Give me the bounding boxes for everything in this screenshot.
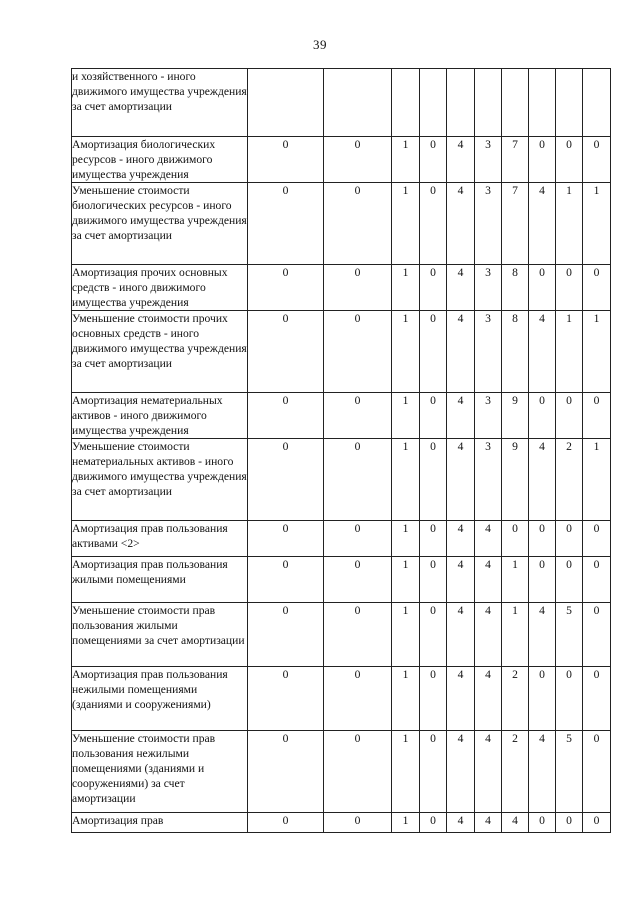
code-digit-cell: 0 xyxy=(248,393,324,439)
code-digit-cell: 0 xyxy=(420,521,447,557)
row-label: Амортизация прав пользования активами <2> xyxy=(72,521,248,557)
code-digit-cell: 1 xyxy=(392,137,420,183)
code-digit-cell: 0 xyxy=(529,393,556,439)
code-digit-cell: 0 xyxy=(420,183,447,265)
code-digit-cell: 1 xyxy=(392,265,420,311)
row-label: Уменьшение стоимости прочих основных средств - иного движимого имущества учреждения за счет амортизации xyxy=(72,311,248,393)
code-digit-cell: 1 xyxy=(556,311,583,393)
code-digit-cell: 0 xyxy=(583,393,611,439)
code-digit-cell: 0 xyxy=(324,439,392,521)
code-digit-cell: 0 xyxy=(420,557,447,603)
code-digit-cell: 0 xyxy=(248,731,324,813)
code-digit-cell: 4 xyxy=(447,439,475,521)
code-digit-cell: 1 xyxy=(392,521,420,557)
code-digit-cell: 1 xyxy=(392,603,420,667)
code-digit-cell: 0 xyxy=(324,393,392,439)
table-row xyxy=(72,731,611,813)
code-digit-cell: 0 xyxy=(324,667,392,731)
row-label: Амортизация нематериальных активов - иного движимого имущества учреждения xyxy=(72,393,248,439)
code-digit-cell: 4 xyxy=(447,183,475,265)
table-row xyxy=(72,667,611,731)
code-digit-cell: 1 xyxy=(392,311,420,393)
code-digit-cell: 0 xyxy=(583,813,611,833)
code-digit-cell: 0 xyxy=(583,603,611,667)
code-digit-cell: 0 xyxy=(324,813,392,833)
code-digit-cell: 4 xyxy=(447,667,475,731)
code-digit-cell: 1 xyxy=(392,393,420,439)
code-digit-cell: 4 xyxy=(529,311,556,393)
code-digit-cell: 4 xyxy=(447,265,475,311)
code-digit-cell: 0 xyxy=(324,311,392,393)
code-digit-cell: 0 xyxy=(556,521,583,557)
code-digit-cell: 0 xyxy=(420,137,447,183)
code-digit-cell: 4 xyxy=(447,311,475,393)
code-digit-cell: 0 xyxy=(324,521,392,557)
code-digit-cell: 0 xyxy=(556,265,583,311)
code-digit-cell: 0 xyxy=(248,521,324,557)
code-digit-cell: 4 xyxy=(475,667,502,731)
table-row xyxy=(72,557,611,603)
page-number: 39 xyxy=(313,37,327,52)
code-digit-cell: 4 xyxy=(447,393,475,439)
code-digit-cell: 0 xyxy=(324,137,392,183)
code-digit-cell xyxy=(502,69,529,137)
code-digit-cell: 0 xyxy=(529,137,556,183)
code-digit-cell: 9 xyxy=(502,439,529,521)
code-digit-cell: 0 xyxy=(324,557,392,603)
code-digit-cell: 3 xyxy=(475,311,502,393)
code-digit-cell: 9 xyxy=(502,393,529,439)
code-digit-cell: 4 xyxy=(475,813,502,833)
table-row xyxy=(72,137,611,183)
code-digit-cell: 0 xyxy=(248,667,324,731)
account-codes-table xyxy=(71,68,611,833)
code-digit-cell: 0 xyxy=(583,557,611,603)
code-digit-cell: 1 xyxy=(392,731,420,813)
code-digit-cell: 1 xyxy=(556,183,583,265)
row-label: Амортизация прав xyxy=(72,813,248,833)
code-digit-cell: 0 xyxy=(583,137,611,183)
code-digit-cell: 4 xyxy=(475,603,502,667)
code-digit-cell: 0 xyxy=(248,603,324,667)
code-digit-cell xyxy=(324,69,392,137)
code-digit-cell: 1 xyxy=(583,311,611,393)
code-digit-cell: 0 xyxy=(248,137,324,183)
row-label: Амортизация биологических ресурсов - иного движимого имущества учреждения xyxy=(72,137,248,183)
table-row xyxy=(72,521,611,557)
code-digit-cell xyxy=(556,69,583,137)
row-label: Уменьшение стоимости прав пользования жилыми помещениями за счет амортизации xyxy=(72,603,248,667)
code-digit-cell: 0 xyxy=(556,667,583,731)
table-row xyxy=(72,439,611,521)
code-digit-cell: 0 xyxy=(420,311,447,393)
code-digit-cell: 4 xyxy=(475,731,502,813)
code-digit-cell: 1 xyxy=(392,439,420,521)
code-digit-cell: 4 xyxy=(447,731,475,813)
code-digit-cell: 0 xyxy=(529,813,556,833)
code-digit-cell: 0 xyxy=(583,265,611,311)
table-row xyxy=(72,393,611,439)
code-digit-cell: 4 xyxy=(475,557,502,603)
code-digit-cell: 0 xyxy=(248,311,324,393)
code-digit-cell: 4 xyxy=(502,813,529,833)
code-digit-cell: 0 xyxy=(248,183,324,265)
code-digit-cell: 3 xyxy=(475,137,502,183)
code-digit-cell: 0 xyxy=(248,265,324,311)
code-digit-cell: 0 xyxy=(583,731,611,813)
code-digit-cell: 3 xyxy=(475,439,502,521)
code-digit-cell: 5 xyxy=(556,731,583,813)
row-label: Амортизация прав пользования жилыми помещениями xyxy=(72,557,248,603)
code-digit-cell: 0 xyxy=(324,265,392,311)
code-digit-cell: 4 xyxy=(529,183,556,265)
code-digit-cell: 7 xyxy=(502,137,529,183)
code-digit-cell: 0 xyxy=(420,731,447,813)
table-row xyxy=(72,813,611,833)
table-row xyxy=(72,603,611,667)
code-digit-cell: 0 xyxy=(556,393,583,439)
code-digit-cell: 0 xyxy=(583,667,611,731)
code-digit-cell: 0 xyxy=(583,521,611,557)
code-digit-cell: 4 xyxy=(475,521,502,557)
code-digit-cell: 4 xyxy=(447,521,475,557)
code-digit-cell: 2 xyxy=(556,439,583,521)
code-digit-cell: 2 xyxy=(502,731,529,813)
code-digit-cell: 3 xyxy=(475,265,502,311)
code-digit-cell: 0 xyxy=(420,667,447,731)
code-digit-cell: 0 xyxy=(502,521,529,557)
code-digit-cell: 0 xyxy=(248,557,324,603)
code-digit-cell: 1 xyxy=(392,667,420,731)
code-digit-cell: 1 xyxy=(502,603,529,667)
code-digit-cell: 5 xyxy=(556,603,583,667)
code-digit-cell: 0 xyxy=(529,557,556,603)
code-digit-cell: 0 xyxy=(556,813,583,833)
code-digit-cell xyxy=(475,69,502,137)
row-label: Уменьшение стоимости прав пользования нежилыми помещениями (зданиями и сооружениями) за счет амортизации xyxy=(72,731,248,813)
code-digit-cell: 0 xyxy=(529,521,556,557)
code-digit-cell: 0 xyxy=(420,603,447,667)
code-digit-cell xyxy=(420,69,447,137)
code-digit-cell: 0 xyxy=(420,813,447,833)
code-digit-cell: 3 xyxy=(475,183,502,265)
code-digit-cell: 0 xyxy=(556,557,583,603)
code-digit-cell: 2 xyxy=(502,667,529,731)
code-digit-cell xyxy=(447,69,475,137)
code-digit-cell: 4 xyxy=(529,603,556,667)
code-digit-cell: 4 xyxy=(447,813,475,833)
code-digit-cell xyxy=(583,69,611,137)
code-digit-cell: 0 xyxy=(420,393,447,439)
code-digit-cell: 4 xyxy=(529,731,556,813)
row-label: и хозяйственного - иного движимого имущества учреждения за счет амортизации xyxy=(72,69,248,137)
code-digit-cell: 8 xyxy=(502,311,529,393)
table-row xyxy=(72,69,611,137)
table-row xyxy=(72,311,611,393)
code-digit-cell: 0 xyxy=(324,731,392,813)
code-digit-cell: 1 xyxy=(502,557,529,603)
code-digit-cell: 1 xyxy=(392,813,420,833)
code-digit-cell: 4 xyxy=(447,557,475,603)
code-digit-cell: 1 xyxy=(583,183,611,265)
row-label: Амортизация прочих основных средств - иного движимого имущества учреждения xyxy=(72,265,248,311)
code-digit-cell: 3 xyxy=(475,393,502,439)
code-digit-cell: 1 xyxy=(583,439,611,521)
code-digit-cell: 0 xyxy=(556,137,583,183)
row-label: Уменьшение стоимости биологических ресурсов - иного движимого имущества учреждения за счет амортизации xyxy=(72,183,248,265)
code-digit-cell: 1 xyxy=(392,557,420,603)
code-digit-cell: 0 xyxy=(248,813,324,833)
table-row xyxy=(72,183,611,265)
code-digit-cell xyxy=(529,69,556,137)
code-digit-cell: 0 xyxy=(324,603,392,667)
table-row xyxy=(72,265,611,311)
code-digit-cell: 0 xyxy=(529,667,556,731)
row-label: Амортизация прав пользования нежилыми помещениями (зданиями и сооружениями) xyxy=(72,667,248,731)
code-digit-cell xyxy=(392,69,420,137)
code-digit-cell: 4 xyxy=(529,439,556,521)
code-digit-cell xyxy=(248,69,324,137)
code-digit-cell: 0 xyxy=(248,439,324,521)
code-digit-cell: 8 xyxy=(502,265,529,311)
code-digit-cell: 4 xyxy=(447,137,475,183)
code-digit-cell: 1 xyxy=(392,183,420,265)
code-digit-cell: 0 xyxy=(529,265,556,311)
code-digit-cell: 0 xyxy=(420,439,447,521)
code-digit-cell: 4 xyxy=(447,603,475,667)
code-digit-cell: 0 xyxy=(324,183,392,265)
code-digit-cell: 7 xyxy=(502,183,529,265)
code-digit-cell: 0 xyxy=(420,265,447,311)
row-label: Уменьшение стоимости нематериальных активов - иного движимого имущества учреждения за счет амортизации xyxy=(72,439,248,521)
